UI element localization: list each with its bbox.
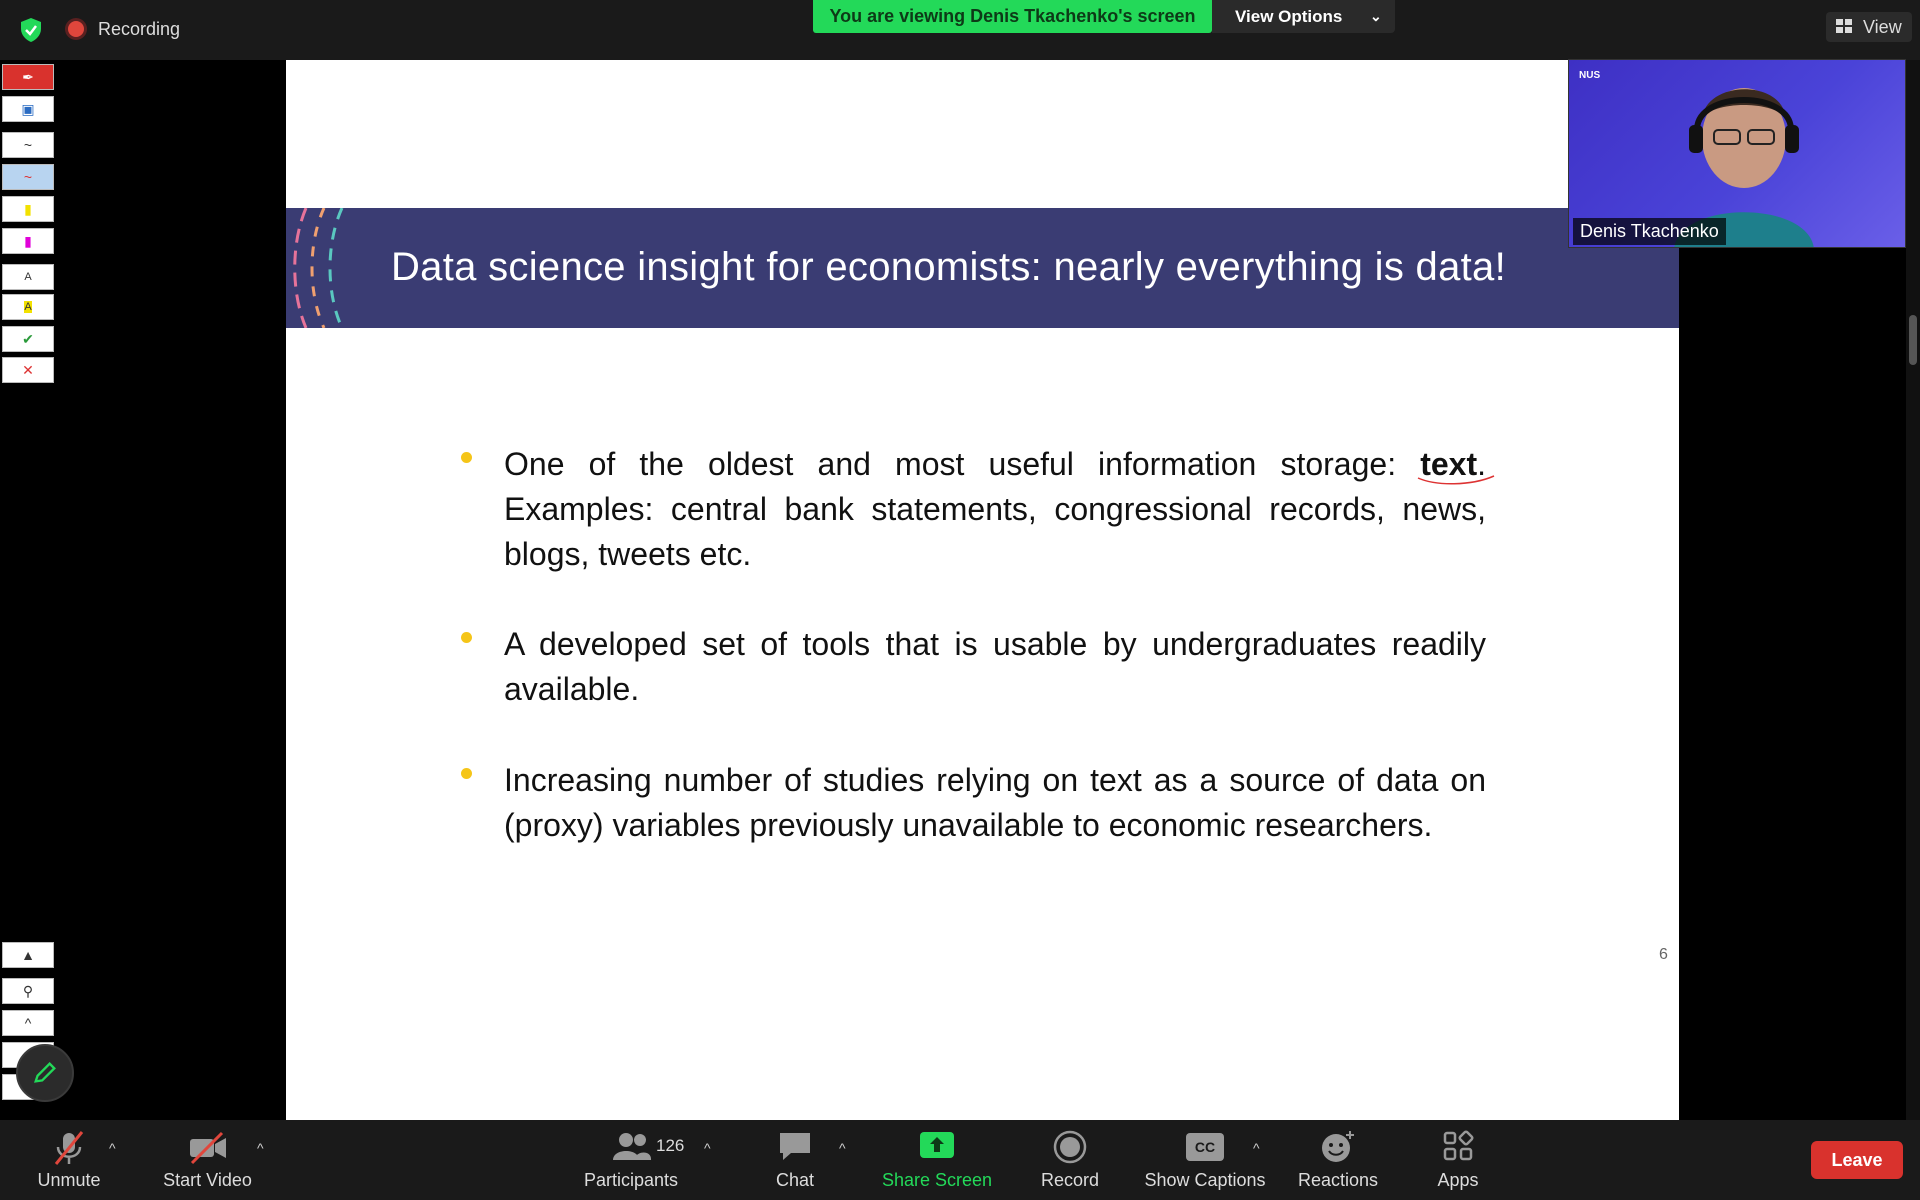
view-button[interactable] <box>1826 12 1912 42</box>
check-icon: ✔ <box>22 330 34 347</box>
grid-view-icon <box>1836 19 1852 33</box>
participants-icon <box>612 1130 652 1162</box>
magnifier-icon: ⚲ <box>22 982 34 999</box>
share-screen-icon <box>919 1130 955 1160</box>
record-button[interactable] <box>1030 1120 1110 1200</box>
annotation-tool-magenta-highlighter[interactable] <box>2 228 54 254</box>
slide-bullet <box>504 442 1486 577</box>
record-icon <box>1053 1130 1087 1164</box>
show-captions-label: Show Captions <box>1144 1170 1266 1190</box>
slide-title-band <box>286 208 1679 328</box>
annotation-tool-zoom[interactable] <box>2 978 54 1004</box>
annotation-tool-text-highlight[interactable] <box>2 294 54 320</box>
meeting-controls-bar <box>0 1120 1920 1200</box>
save-icon: ▣ <box>21 100 35 117</box>
chevron-up-icon: ^ <box>24 1015 32 1031</box>
chat-options-caret-icon[interactable]: ^ <box>839 1140 846 1156</box>
text-highlight-icon: A <box>24 301 32 313</box>
start-video-button[interactable] <box>150 1120 265 1200</box>
triangle-up-icon: ▲ <box>21 947 35 963</box>
bullet-text: A developed set of tools that is usable by undergraduates readily available. <box>504 626 1486 707</box>
bullet-text-bold: text <box>1420 446 1478 482</box>
participants-button[interactable] <box>576 1120 686 1200</box>
muted-microphone-icon <box>51 1130 87 1166</box>
record-label: Record <box>1040 1170 1100 1190</box>
reactions-button[interactable] <box>1290 1120 1386 1200</box>
chat-bubble-icon <box>777 1130 813 1162</box>
leave-button[interactable]: Leave <box>1811 1141 1903 1179</box>
shared-slide <box>286 60 1679 1120</box>
annotation-underline-mark <box>1416 474 1496 488</box>
recording-label: Recording <box>98 19 181 39</box>
scrollbar-thumb[interactable] <box>1909 315 1917 365</box>
start-video-label: Start Video <box>163 1170 252 1190</box>
bullet-text-post: . Examples: central bank statements, congressional records, news, blogs, tweets etc. <box>504 446 1486 572</box>
line-icon: ~ <box>23 137 33 153</box>
show-captions-button[interactable] <box>1140 1120 1270 1200</box>
pen-icon <box>18 1046 72 1100</box>
audio-options-caret-icon[interactable]: ^ <box>109 1140 116 1156</box>
view-options-label: View Options <box>1235 7 1343 26</box>
bullet-text: Increasing number of studies relying on text as a source of data on (proxy) variables previously unavailable to economic researchers. <box>504 762 1486 843</box>
annotation-tool-check[interactable] <box>2 326 54 352</box>
annotation-tool-save[interactable] <box>2 96 54 122</box>
annotation-tool-collapse[interactable] <box>2 942 54 968</box>
bullet-dot-icon <box>461 452 472 463</box>
bullet-text-pre: One of the oldest and most useful information storage: <box>504 446 1421 482</box>
bullet-dot-icon <box>461 768 472 779</box>
view-button-label: View <box>1863 17 1902 37</box>
share-screen-label: Share Screen <box>881 1170 993 1190</box>
participants-options-caret-icon[interactable]: ^ <box>704 1140 711 1156</box>
chevron-down-icon: ⌄ <box>1370 8 1382 24</box>
slide-bullet <box>504 622 1486 712</box>
reactions-smiley-icon <box>1320 1130 1356 1164</box>
apps-label: Apps <box>1437 1170 1479 1190</box>
nus-logo: NUS <box>1579 70 1601 81</box>
captions-icon: CC <box>1186 1133 1224 1161</box>
reactions-label: Reactions <box>1297 1170 1379 1190</box>
view-options-button[interactable] <box>1212 0 1395 33</box>
vertical-scrollbar[interactable] <box>1906 60 1920 1120</box>
annotate-pen-button[interactable] <box>16 1044 74 1102</box>
slide-title: Data science insight for economists: nearly everything is data! <box>391 245 1506 289</box>
recording-dot-icon <box>68 21 84 37</box>
participants-count: 126 <box>656 1136 685 1155</box>
video-off-icon <box>188 1130 228 1166</box>
apps-icon <box>1442 1130 1474 1162</box>
slide-page-number: 6 <box>1659 946 1668 963</box>
viewing-screen-banner: You are viewing Denis Tkachenko's screen <box>813 0 1212 33</box>
pen-icon: ✒ <box>22 68 34 85</box>
annotation-tool-text[interactable] <box>2 264 54 290</box>
chat-button[interactable] <box>760 1120 830 1200</box>
participants-label: Participants <box>583 1170 679 1190</box>
text-tool-icon: A <box>24 271 32 283</box>
top-bar <box>0 0 1920 60</box>
annotation-tool-pen-red[interactable] <box>2 64 54 90</box>
annotation-tool-cross[interactable] <box>2 357 54 383</box>
annotation-tool-line[interactable] <box>2 132 54 158</box>
unmute-button[interactable] <box>20 1120 118 1200</box>
annotation-tool-yellow-highlighter[interactable] <box>2 196 54 222</box>
bullet-text <box>504 442 1486 577</box>
apps-button[interactable] <box>1418 1120 1498 1200</box>
magenta-marker-icon: ▮ <box>24 232 32 249</box>
security-shield-icon[interactable] <box>18 17 44 43</box>
cross-icon: ✕ <box>22 361 34 378</box>
chat-label: Chat <box>775 1170 815 1190</box>
participant-name-label: Denis Tkachenko <box>1573 218 1726 245</box>
captions-options-caret-icon[interactable]: ^ <box>1253 1140 1260 1156</box>
bullet-dot-icon <box>461 632 472 643</box>
share-screen-button[interactable] <box>876 1120 998 1200</box>
slide-bullet <box>504 758 1486 848</box>
participant-video-tile[interactable] <box>1568 59 1906 248</box>
annotation-tool-up[interactable] <box>2 1010 54 1036</box>
yellow-marker-icon: ▮ <box>24 200 32 217</box>
unmute-label: Unmute <box>37 1170 101 1190</box>
curve-icon: ~ <box>23 169 33 185</box>
decorative-arcs-icon <box>286 208 356 328</box>
video-options-caret-icon[interactable]: ^ <box>257 1140 264 1156</box>
annotation-tool-curve[interactable] <box>2 164 54 190</box>
